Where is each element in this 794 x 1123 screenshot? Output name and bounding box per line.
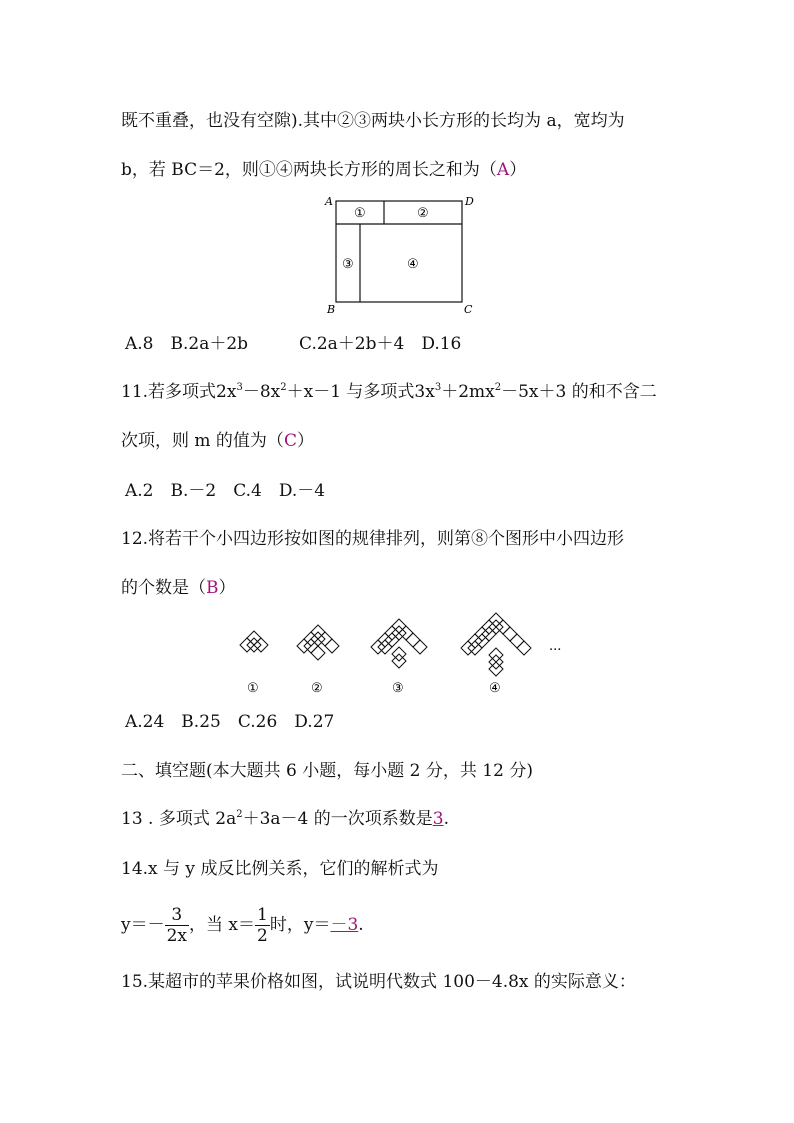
q11-part: ＋x－1 与多项式3x (286, 382, 435, 402)
small-quadrilateral (311, 646, 325, 660)
q12-line2 (121, 576, 236, 600)
small-quadrilateral (406, 633, 420, 647)
section-2-heading: 二、填空题(本大题共 6 小题，每小题 2 分，共 12 分) (121, 761, 533, 781)
q13-text: 13 . 多项式 2a (121, 809, 237, 829)
q10-answer: A (496, 160, 510, 180)
q13-answer: 3 (432, 809, 444, 829)
q12-options: A.24 B.25 C.26 D.27 (125, 712, 335, 732)
q10-rectangle-figure (320, 193, 480, 319)
q12-line2-text: 的个数是（ (121, 578, 206, 598)
fraction-denominator: 2x (166, 926, 188, 946)
corner-A: A (325, 195, 333, 208)
q13-text: ＋3a－4 的一次项系数是 (242, 809, 433, 829)
q10-line2-close: ） (509, 160, 527, 180)
q14-fraction-2 (255, 905, 270, 946)
q13-line (121, 807, 449, 831)
small-quadrilateral (413, 640, 427, 654)
q14-fraction-1 (165, 905, 189, 946)
q10-options: A.8 B.2a＋2b C.2a＋2b＋4 D.16 (125, 334, 462, 354)
q11-exp: 3 (434, 382, 442, 393)
q13-text: . (443, 809, 449, 829)
corner-B: B (327, 303, 336, 316)
corner-D: D (465, 195, 474, 208)
q14-text: . (358, 915, 364, 935)
q13-exp: 2 (236, 809, 243, 820)
region-1: ① (354, 206, 366, 221)
q11-part: ＋2mx (441, 382, 495, 402)
small-quadrilateral (517, 641, 531, 655)
q12-line1: 12.将若干个小四边形按如图的规律排列，则第⑧个图形中小四边形 (121, 529, 625, 549)
q11-line1 (121, 380, 657, 404)
pattern-label-1: ① (247, 681, 259, 696)
q14-text: y＝－ (121, 915, 165, 935)
pattern-label-4: ④ (489, 681, 501, 696)
small-quadrilateral (325, 639, 339, 653)
q15-line1: 15.某超市的苹果价格如图，试说明代数式 100－4.8x 的实际意义： (121, 972, 636, 992)
q14-line1: 14.x 与 y 成反比例关系，它们的解析式为 (121, 859, 439, 879)
q11-part: －5x＋3 的和不含二 (501, 382, 657, 402)
q11-answer: C (283, 431, 297, 451)
q11-exp: 2 (494, 382, 502, 393)
region-4: ④ (407, 257, 419, 272)
fraction-numerator: 1 (257, 905, 268, 925)
q14-text: ，当 x＝ (189, 915, 256, 935)
q11-line2-text: 次项，则 m 的值为（ (121, 431, 284, 451)
q11-part: 11.若多项式2x (121, 382, 237, 402)
q10-line2-text: b，若 BC＝2，则①④两块长方形的周长之和为（ (121, 160, 497, 180)
q12-pattern-figure (230, 612, 580, 704)
q10-line1: 既不重叠，也没有空隙).其中②③两块小长方形的长均为 a，宽均为 (121, 111, 625, 131)
pattern-label-2: ② (311, 681, 323, 696)
region-2: ② (417, 206, 429, 221)
pattern-ellipsis: ... (549, 639, 562, 654)
fraction-denominator: 2 (257, 926, 268, 946)
q11-line2-close: ） (296, 431, 314, 451)
q12-answer: B (206, 578, 219, 598)
q11-options: A.2 B.－2 C.4 D.－4 (125, 481, 326, 501)
q11-part: －8x (242, 382, 281, 402)
q10-line2 (121, 158, 526, 182)
pattern-label-3: ③ (392, 681, 404, 696)
corner-C: C (464, 303, 473, 316)
region-3: ③ (342, 257, 354, 272)
q14-line2 (121, 903, 364, 947)
q14-text: 时，y＝ (269, 915, 331, 935)
small-quadrilateral (503, 627, 517, 641)
q12-line2-close: ） (218, 578, 236, 598)
small-quadrilateral (510, 634, 524, 648)
q11-line2 (121, 429, 314, 453)
q14-answer: －3 (330, 915, 359, 935)
q11-exp: 3 (236, 382, 243, 393)
fraction-numerator: 3 (165, 905, 189, 926)
q11-exp: 2 (280, 382, 287, 393)
